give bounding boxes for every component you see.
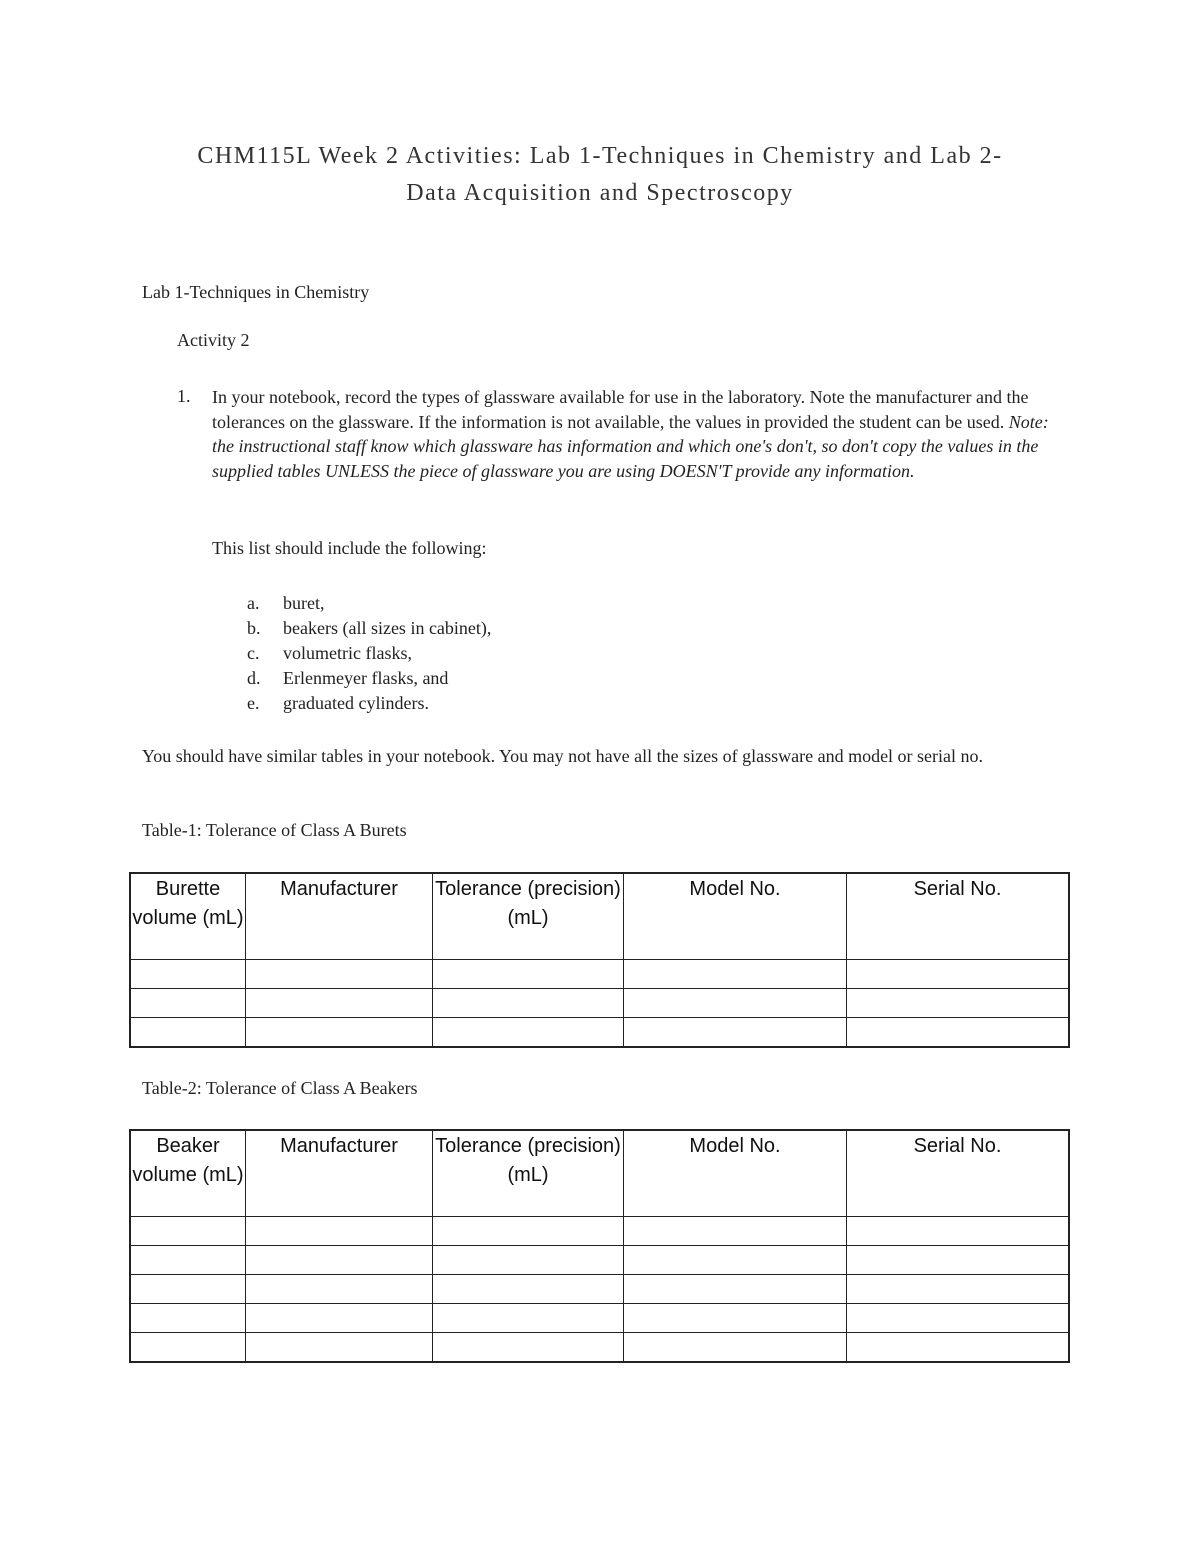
header-model: Model No. xyxy=(624,1130,847,1216)
cell[interactable] xyxy=(847,1303,1070,1332)
section-heading: Lab 1-Techniques in Chemistry xyxy=(142,282,370,302)
table-row xyxy=(130,959,1069,988)
cell[interactable] xyxy=(433,988,624,1017)
title-line-1: CHM115L Week 2 Activities: Lab 1-Techniques in Chemistry and Lab 2- xyxy=(197,143,1003,169)
list-item: beakers (all sizes in cabinet), xyxy=(283,618,492,638)
cell[interactable] xyxy=(433,1245,624,1274)
item-1-body: In your notebook, record the types of glassware available for use in the laboratory. Note the manufacturer and the tolerances on the glassware. If the information is not available, the values in provided the student can be used. xyxy=(212,387,1029,432)
header-manufacturer: Manufacturer xyxy=(246,873,433,959)
cell[interactable] xyxy=(847,959,1070,988)
cell[interactable] xyxy=(130,959,246,988)
title-line-2: Data Acquisition and Spectroscopy xyxy=(406,180,794,206)
table-header-row xyxy=(130,1130,1069,1216)
list-letter: a. xyxy=(247,593,260,613)
cell[interactable] xyxy=(624,1332,847,1362)
cell[interactable] xyxy=(130,1332,246,1362)
cell[interactable] xyxy=(624,1245,847,1274)
table-row xyxy=(130,1017,1069,1047)
table-row xyxy=(130,1274,1069,1303)
table-2-caption: Table-2: Tolerance of Class A Beakers xyxy=(142,1078,418,1098)
table-row xyxy=(130,1216,1069,1245)
header-volume: Beaker volume (mL) xyxy=(130,1130,246,1216)
cell[interactable] xyxy=(847,1017,1070,1047)
activity-heading: Activity 2 xyxy=(177,330,250,350)
cell[interactable] xyxy=(624,959,847,988)
cell[interactable] xyxy=(246,1274,433,1303)
burets-table xyxy=(129,872,1070,1048)
table-row xyxy=(130,1245,1069,1274)
cell[interactable] xyxy=(847,1332,1070,1362)
cell[interactable] xyxy=(246,988,433,1017)
cell[interactable] xyxy=(433,1017,624,1047)
cell[interactable] xyxy=(433,959,624,988)
cell[interactable] xyxy=(433,1216,624,1245)
header-tolerance: Tolerance (precision) (mL) xyxy=(433,873,624,959)
cell[interactable] xyxy=(433,1332,624,1362)
list-item: volumetric flasks, xyxy=(283,643,412,663)
similar-tables-text: You should have similar tables in your notebook. You may not have all the sizes of glassware and model or serial no. xyxy=(142,746,984,766)
cell[interactable] xyxy=(130,1245,246,1274)
header-model: Model No. xyxy=(624,873,847,959)
cell[interactable] xyxy=(130,988,246,1017)
header-serial: Serial No. xyxy=(847,1130,1070,1216)
header-tolerance: Tolerance (precision) (mL) xyxy=(433,1130,624,1216)
cell[interactable] xyxy=(624,1274,847,1303)
cell[interactable] xyxy=(130,1216,246,1245)
cell[interactable] xyxy=(246,1332,433,1362)
cell[interactable] xyxy=(433,1303,624,1332)
cell[interactable] xyxy=(246,1216,433,1245)
cell[interactable] xyxy=(130,1274,246,1303)
list-item: graduated cylinders. xyxy=(283,693,429,713)
header-manufacturer: Manufacturer xyxy=(246,1130,433,1216)
table-row xyxy=(130,1332,1069,1362)
list-intro: This list should include the following: xyxy=(212,538,487,558)
cell[interactable] xyxy=(246,1017,433,1047)
list-item: buret, xyxy=(283,593,325,613)
table-1-caption: Table-1: Tolerance of Class A Burets xyxy=(142,820,407,840)
item-number: 1. xyxy=(177,386,191,406)
list-letter: b. xyxy=(247,618,261,638)
table-row xyxy=(130,1303,1069,1332)
cell[interactable] xyxy=(624,1017,847,1047)
cell[interactable] xyxy=(246,1245,433,1274)
cell[interactable] xyxy=(624,988,847,1017)
list-letter: c. xyxy=(247,643,260,663)
header-serial: Serial No. xyxy=(847,873,1070,959)
cell[interactable] xyxy=(847,1274,1070,1303)
item-1-note: Note: the instructional staff know which glassware has information and which one's don't, so don't copy the values in the supplied tables UNLESS the piece of glassware you are using DOESN'T provide any information. xyxy=(212,411,1049,481)
cell[interactable] xyxy=(130,1303,246,1332)
cell[interactable] xyxy=(246,959,433,988)
cell[interactable] xyxy=(847,1216,1070,1245)
cell[interactable] xyxy=(246,1303,433,1332)
list-letter: e. xyxy=(247,693,260,713)
table-header-row xyxy=(130,873,1069,959)
table-row xyxy=(130,988,1069,1017)
cell[interactable] xyxy=(847,988,1070,1017)
beakers-table xyxy=(129,1129,1070,1363)
cell[interactable] xyxy=(624,1303,847,1332)
cell[interactable] xyxy=(847,1245,1070,1274)
item-1-text xyxy=(212,385,1072,483)
header-volume: Burette volume (mL) xyxy=(130,873,246,959)
cell[interactable] xyxy=(433,1274,624,1303)
cell[interactable] xyxy=(130,1017,246,1047)
list-item: Erlenmeyer flasks, and xyxy=(283,668,449,688)
list-letter: d. xyxy=(247,668,261,688)
cell[interactable] xyxy=(624,1216,847,1245)
